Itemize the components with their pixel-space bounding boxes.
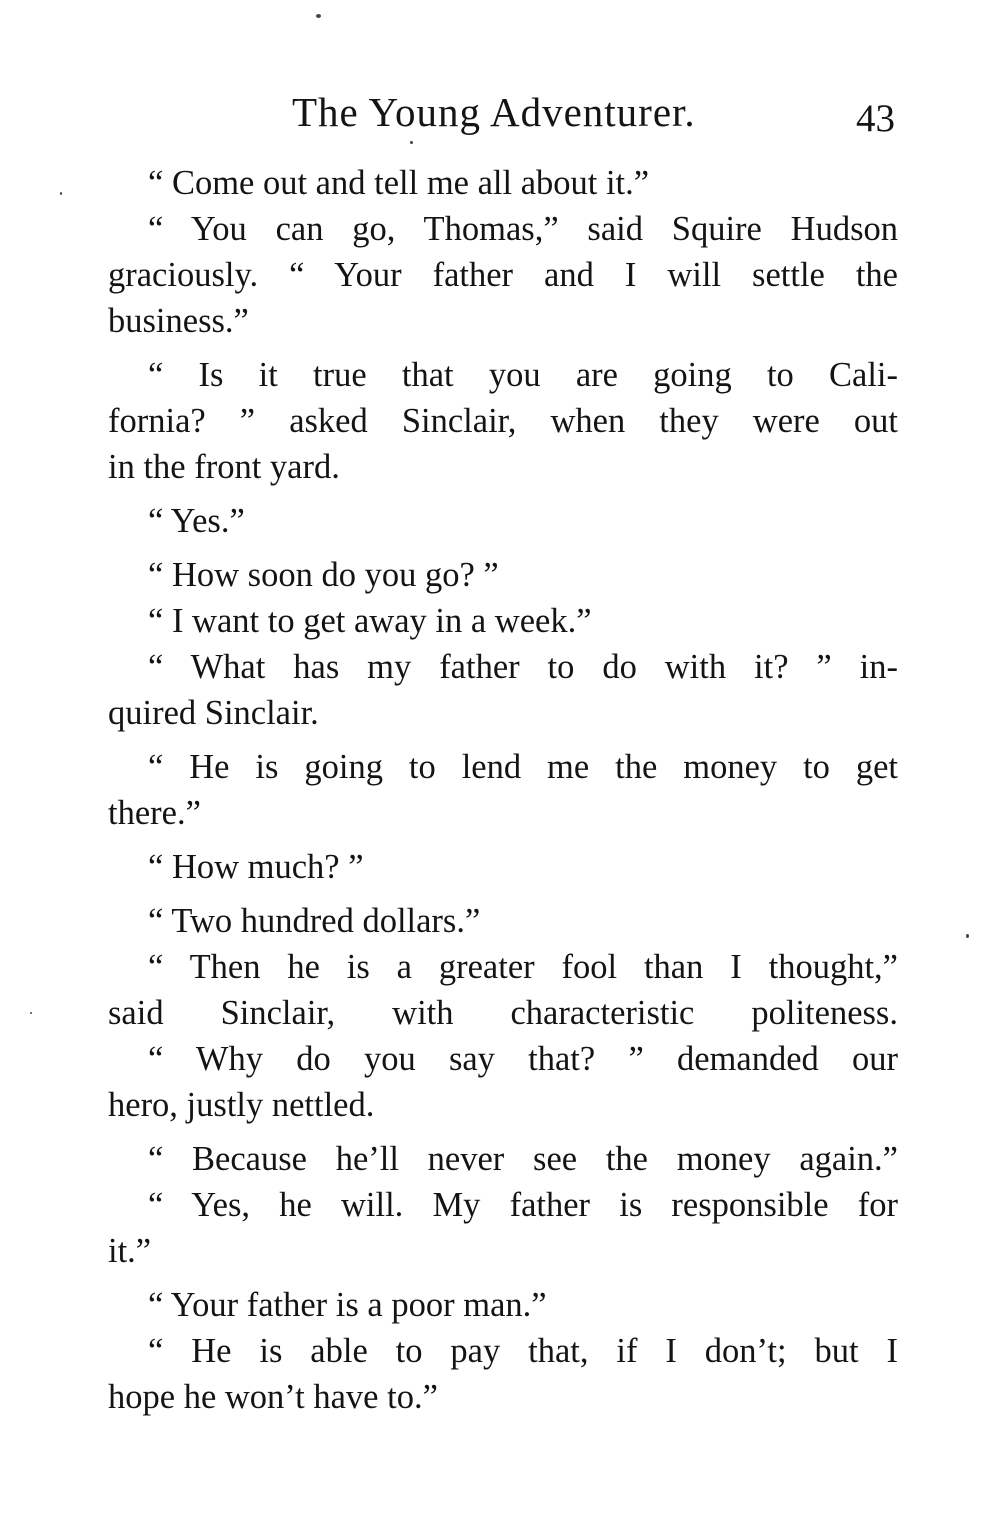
- text-line: “ Yes, he will. My father is responsible for: [148, 1186, 898, 1224]
- text-line: “ Your father is a poor man.”: [148, 1286, 547, 1324]
- text-line: said Sinclair, with characteristic politeness.: [108, 994, 898, 1032]
- scan-speck: [410, 141, 413, 144]
- text-line: “ How much? ”: [148, 848, 364, 886]
- text-line: business.”: [108, 302, 249, 340]
- text-line: hero, justly nettled.: [108, 1086, 375, 1124]
- text-line: “ Then he is a greater fool than I thought,”: [148, 948, 898, 986]
- text-line: graciously. “ Your father and I will settle the: [108, 256, 898, 294]
- scan-speck: [966, 934, 969, 938]
- page-body: [108, 160, 898, 1420]
- running-head: [0, 88, 1000, 144]
- text-line: in the front yard.: [108, 448, 340, 486]
- text-line: “ Come out and tell me all about it.”: [148, 164, 650, 202]
- text-line: there.”: [108, 794, 201, 832]
- text-line: “ He is able to pay that, if I don’t; but I: [148, 1332, 898, 1370]
- text-line: fornia? ” asked Sinclair, when they were out: [108, 402, 898, 440]
- text-line: “ You can go, Thomas,” said Squire Hudson: [148, 210, 898, 248]
- text-line: it.”: [108, 1232, 152, 1270]
- scan-speck: [316, 14, 321, 18]
- text-line: “ How soon do you go? ”: [148, 556, 499, 594]
- scan-speck: [30, 1012, 32, 1014]
- scan-speck: [60, 192, 62, 195]
- text-line: hope he won’t have to.”: [108, 1378, 438, 1416]
- text-line: “ He is going to lend me the money to get: [148, 748, 898, 786]
- page-number: 43: [856, 97, 895, 140]
- text-line: “ Because he’ll never see the money again.”: [148, 1140, 898, 1178]
- text-line: “ What has my father to do with it? ” in-: [148, 648, 898, 686]
- running-head-title: The Young Adventurer.: [292, 89, 696, 135]
- text-line: “ Two hundred dollars.”: [148, 902, 481, 940]
- text-line: “ Yes.”: [148, 502, 245, 540]
- text-line: quired Sinclair.: [108, 694, 319, 732]
- text-line: “ I want to get away in a week.”: [148, 602, 592, 640]
- text-line: “ Why do you say that? ” demanded our: [148, 1040, 898, 1078]
- text-line: “ Is it true that you are going to Cali-: [148, 356, 898, 394]
